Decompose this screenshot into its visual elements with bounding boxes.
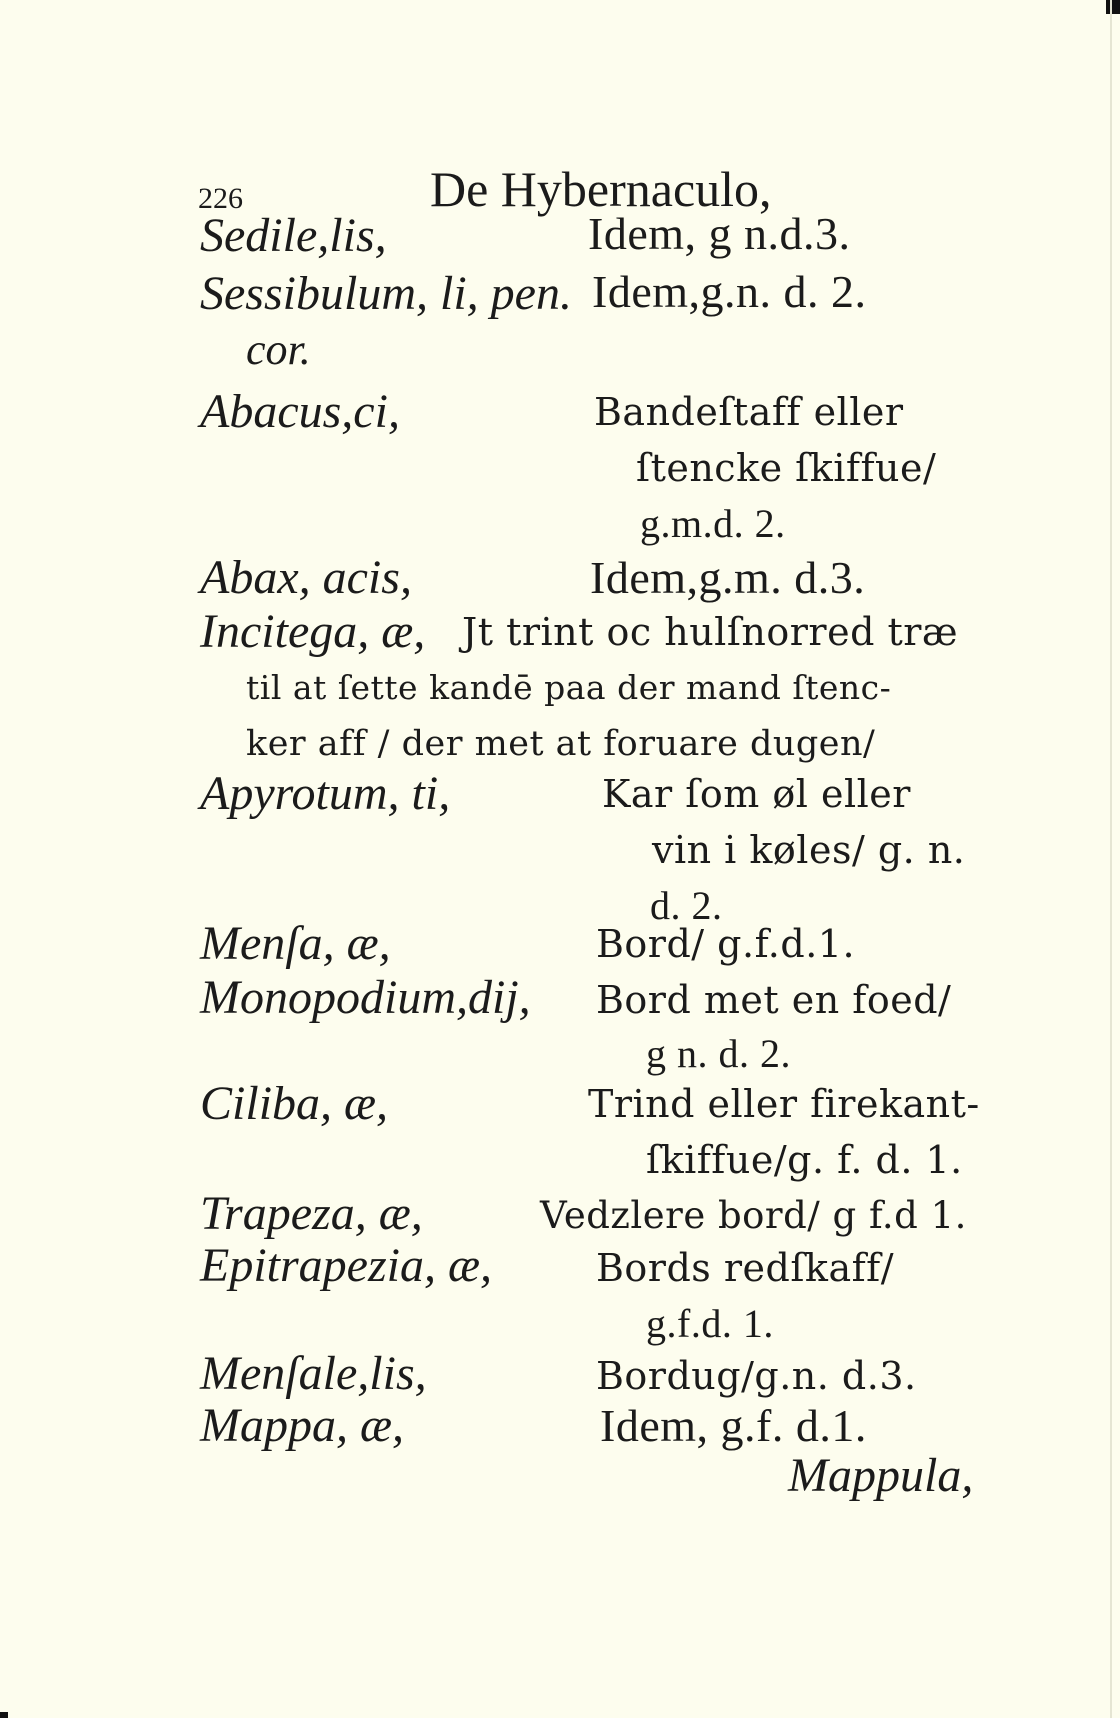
danish-gloss: d. 2. xyxy=(650,883,723,928)
danish-gloss: til at ſette kandē paa der mand ſtenc- xyxy=(246,668,892,707)
latin-headword: Monopodium,dij, xyxy=(200,971,531,1024)
danish-gloss: ker aff / der met at foruare dugen/ xyxy=(246,724,876,764)
latin-headword: Incitega, æ, xyxy=(200,605,426,658)
danish-gloss: Bandeſtaff eller xyxy=(594,390,904,434)
danish-gloss: Kar ſom øl eller xyxy=(602,772,911,816)
catchword: Mappula, xyxy=(788,1449,974,1502)
danish-gloss: Bord/ g.f.d.1. xyxy=(596,922,856,966)
danish-gloss: g.f.d. 1. xyxy=(646,1301,774,1346)
latin-headword: Abacus,ci, xyxy=(200,385,400,438)
danish-gloss: Idem, g n.d.3. xyxy=(588,208,851,259)
danish-gloss: Idem,g.n. d. 2. xyxy=(592,266,867,317)
latin-headword: Epitrapezia, æ, xyxy=(200,1239,493,1292)
danish-gloss: Bordug/g.n. d.3. xyxy=(596,1354,917,1398)
running-title: De Hybernaculo, xyxy=(430,161,772,217)
latin-headword: Menſa, æ, xyxy=(200,917,391,970)
danish-gloss: Jt trint oc hulſnorred træ xyxy=(462,610,959,654)
latin-headword-continuation: cor. xyxy=(246,325,311,374)
latin-headword: Apyrotum, ti, xyxy=(200,767,451,820)
danish-gloss: Bord met en foed/ xyxy=(596,978,952,1022)
latin-headword: Sessibulum, li, pen. xyxy=(200,267,572,320)
latin-headword: Trapeza, æ, xyxy=(200,1187,423,1240)
latin-headword: Abax, acis, xyxy=(200,551,412,604)
danish-gloss: g.m.d. 2. xyxy=(640,501,786,546)
danish-gloss: vin i køles/ g. n. xyxy=(652,828,966,872)
danish-gloss: Trind eller firekant- xyxy=(588,1082,980,1126)
latin-headword: Sedile,lis, xyxy=(200,209,387,262)
latin-headword: Ciliba, æ, xyxy=(200,1077,389,1130)
latin-headword: Menſale,lis, xyxy=(200,1347,427,1400)
danish-gloss: g n. d. 2. xyxy=(646,1031,791,1076)
danish-gloss: Vedzlere bord/ g f.d 1. xyxy=(540,1194,967,1237)
danish-gloss: Bords redſkaff/ xyxy=(596,1246,895,1290)
danish-gloss: Idem,g.m. d.3. xyxy=(590,552,866,603)
danish-gloss: Idem, g.f. d.1. xyxy=(600,1400,867,1451)
page-number: 226 xyxy=(198,182,243,215)
danish-gloss: ſtencke ſkiffue/ xyxy=(636,446,937,490)
latin-headword: Mappa, æ, xyxy=(200,1399,404,1452)
danish-gloss: ſkiffue/g. f. d. 1. xyxy=(646,1138,963,1182)
